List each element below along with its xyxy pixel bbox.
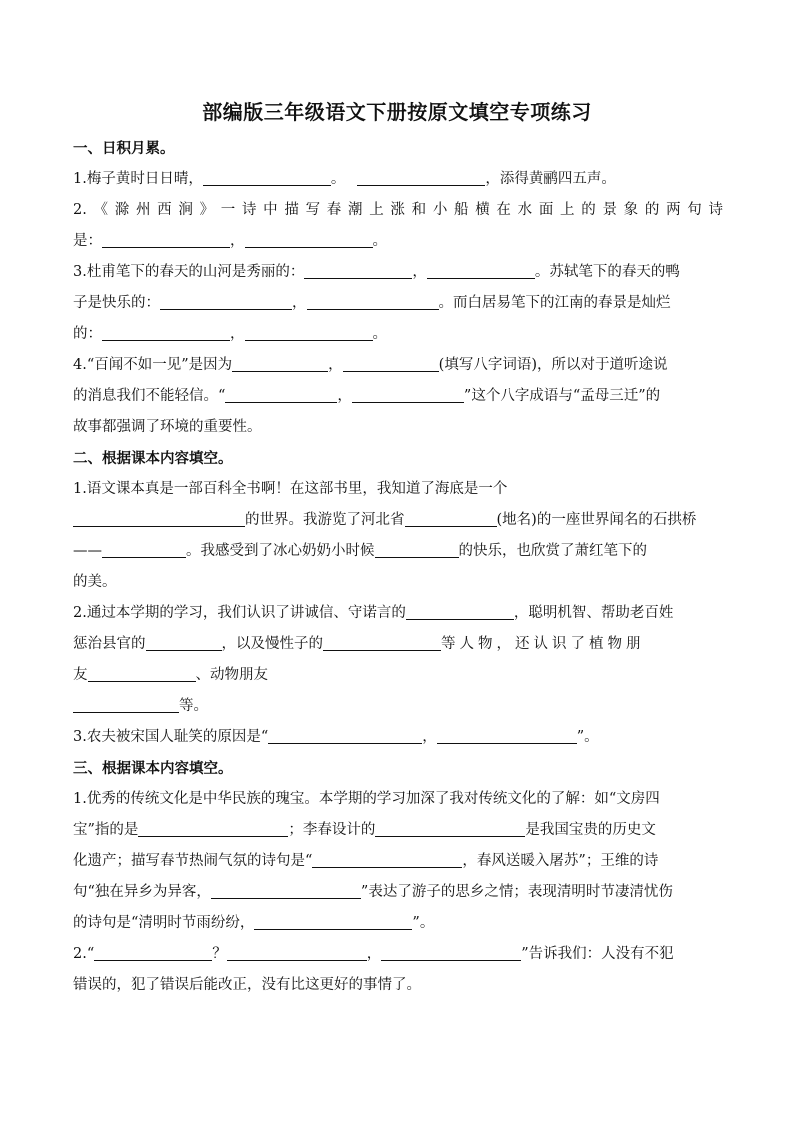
s3-q2-text-b: ？	[212, 946, 227, 962]
answer-blank[interactable]	[352, 384, 464, 403]
answer-blank[interactable]	[375, 818, 525, 837]
s2-q1-line-2	[73, 505, 723, 536]
s2-q2-line-1	[73, 598, 723, 629]
answer-blank[interactable]	[245, 229, 373, 248]
s2-q2-line-3	[73, 660, 723, 691]
s1-q4-text-e: ，	[337, 388, 352, 404]
s3-q1-text-h: 的诗句是“清明时节雨纷纷，	[73, 915, 255, 931]
s2-q1-text-a: 的世界。我游览了河北省	[245, 512, 405, 528]
s1-q4-text-f: ”这个八字成语与“孟母三迁”的	[463, 388, 661, 404]
section-1-heading: 一、日积月累。	[73, 140, 175, 157]
answer-blank[interactable]	[102, 322, 230, 341]
s2-q3-line	[73, 722, 723, 753]
answer-blank[interactable]	[343, 353, 439, 372]
s3-q1-text-c: 是我国宝贵的历史文	[525, 822, 656, 838]
answer-blank[interactable]	[245, 322, 373, 341]
s1-q1-line	[73, 164, 723, 195]
answer-blank[interactable]	[73, 508, 245, 527]
answer-blank[interactable]	[437, 725, 577, 744]
s3-q1-line-5	[73, 908, 723, 939]
s3-q1-line-1: 1.优秀的传统文化是中华民族的瑰宝。本学期的学习加深了我对传统文化的了解：如“文房四	[73, 791, 660, 807]
answer-blank[interactable]	[381, 942, 521, 961]
answer-blank[interactable]	[211, 880, 361, 899]
answer-blank[interactable]	[254, 911, 412, 930]
s3-q1-line-2	[73, 815, 723, 846]
s3-q1-line-4	[73, 877, 723, 908]
s3-q1-text-e: ，春风送暖入屠苏”；王维的诗	[462, 853, 659, 869]
s2-q2-text-b: ，聪明机智、帮助老百姓	[513, 605, 674, 621]
s1-q4-text-a: 4.“百闻不如一见”是因为	[73, 357, 233, 373]
page-title: 部编版三年级语文下册按原文填空专项练习	[202, 100, 592, 124]
s1-q4-text-c: (填写八字词语)，所以对于道听途说	[438, 357, 668, 373]
s2-q1-line-4: 的美。	[73, 574, 117, 590]
answer-blank[interactable]	[323, 632, 441, 651]
s1-q3-text-d: 子是快乐的：	[73, 295, 160, 311]
answer-blank[interactable]	[405, 508, 497, 527]
s2-q1-text-c: ——	[73, 543, 102, 559]
answer-blank[interactable]	[102, 539, 186, 558]
s1-q2-text-c: 。	[372, 233, 387, 249]
s2-q2-text-h: 等。	[179, 698, 208, 714]
s1-q1-text-c: ，添得黄鹂四五声。	[485, 171, 616, 187]
answer-blank[interactable]	[406, 601, 514, 620]
s1-q2-line-1: 2.《滁州西涧》一诗中描写春潮上涨和小船横在水面上的景象的两句诗	[73, 202, 723, 218]
section-3-heading: 三、根据课本内容填空。	[73, 760, 233, 777]
s2-q2-text-g: 、动物朋友	[195, 667, 268, 683]
s2-q2-text-e: 等人物，还认识了植物朋	[441, 636, 645, 652]
s1-q2-text-b: ，	[230, 233, 245, 249]
s3-q2-text-d: ”告诉我们：人没有不犯	[521, 946, 674, 962]
s2-q1-text-e: 的快乐，也欣赏了萧红笔下的	[458, 543, 647, 559]
s1-q3-text-e: ，	[292, 295, 307, 311]
answer-blank[interactable]	[357, 167, 485, 186]
s2-q2-text-d: ，以及慢性子的	[221, 636, 323, 652]
s3-q2-text-a: 2.“	[73, 946, 95, 962]
s3-q2-line-1	[73, 939, 723, 970]
s1-q2-text-a: 是：	[73, 233, 102, 249]
s1-q3-text-c: 。苏轼笔下的春天的鸭	[534, 264, 680, 280]
s3-q1-text-i: ”。	[412, 915, 435, 931]
answer-blank[interactable]	[268, 725, 422, 744]
s3-q1-text-b: ；李春设计的	[288, 822, 376, 838]
s1-q3-line-1	[73, 257, 723, 288]
s3-q1-text-g: ”表达了游子的思乡之情；表现清明时节凄清忧伤	[360, 884, 673, 900]
s2-q1-text-d: 。我感受到了冰心奶奶小时候	[186, 543, 375, 559]
s1-q3-text-i: 。	[372, 326, 387, 342]
s2-q1-line-1: 1.语文课本真是一部百科全书啊！在这部书里，我知道了海底是一个	[73, 481, 508, 497]
s3-q2-line-2: 错误的，犯了错误后能改正，没有比这更好的事情了。	[73, 977, 421, 993]
s2-q2-line-2	[73, 629, 723, 660]
s1-q1-text-a: 1.梅子黄时日日晴，	[73, 171, 203, 187]
answer-blank[interactable]	[427, 260, 535, 279]
s2-q3-text-c: ”。	[576, 729, 599, 745]
answer-blank[interactable]	[304, 260, 412, 279]
s2-q1-line-3	[73, 536, 723, 567]
s2-q3-text-a: 3.农夫被宋国人耻笑的原因是“	[73, 729, 269, 745]
s3-q1-text-d: 化遗产；描写春节热闹气氛的诗句是“	[73, 853, 313, 869]
answer-blank[interactable]	[73, 694, 179, 713]
s2-q2-line-4	[73, 691, 723, 722]
s1-q3-text-g: 的：	[73, 326, 102, 342]
s2-q2-text-c: 惩治县官的	[73, 636, 146, 652]
s1-q4-text-b: ，	[328, 357, 343, 373]
answer-blank[interactable]	[203, 167, 331, 186]
worksheet-content	[73, 133, 723, 1001]
answer-blank[interactable]	[225, 384, 337, 403]
s1-q4-line-3: 故事都强调了环境的重要性。	[73, 419, 262, 435]
answer-blank[interactable]	[307, 291, 439, 310]
s2-q1-text-b: (地名)的一座世界闻名的石拱桥	[496, 512, 697, 528]
s2-q2-text-f: 友	[73, 667, 88, 683]
answer-blank[interactable]	[146, 632, 222, 651]
s1-q3-line-3	[73, 319, 723, 350]
section-2-heading: 二、根据课本内容填空。	[73, 450, 233, 467]
answer-blank[interactable]	[375, 539, 459, 558]
s1-q3-text-a: 3.杜甫笔下的春天的山河是秀丽的：	[73, 264, 305, 280]
s3-q2-text-c: ，	[366, 946, 382, 962]
answer-blank[interactable]	[138, 818, 288, 837]
answer-blank[interactable]	[312, 849, 462, 868]
s1-q4-line-2	[73, 381, 723, 412]
answer-blank[interactable]	[227, 942, 367, 961]
s3-q1-text-f: 句“独在异乡为异客，	[73, 884, 211, 900]
s1-q1-text-b: 。	[330, 171, 346, 187]
s1-q3-text-b: ，	[412, 264, 427, 280]
s1-q4-text-d: 的消息我们不能轻信。“	[73, 388, 226, 404]
s2-q2-text-a: 2.通过本学期的学习，我们认识了讲诚信、守诺言的	[73, 605, 406, 621]
s3-q1-text-a: 宝”指的是	[73, 822, 139, 838]
s1-q3-text-f: 。而白居易笔下的江南的春景是灿烂	[438, 295, 671, 311]
s1-q2-line-2	[73, 226, 723, 257]
s1-q4-line-1	[73, 350, 723, 381]
s3-q1-line-3	[73, 846, 723, 877]
answer-blank[interactable]	[232, 353, 328, 372]
s1-q3-line-2	[73, 288, 723, 319]
answer-blank[interactable]	[88, 663, 196, 682]
s2-q3-text-b: ，	[422, 729, 437, 745]
answer-blank[interactable]	[102, 229, 230, 248]
answer-blank[interactable]	[94, 942, 212, 961]
answer-blank[interactable]	[160, 291, 292, 310]
s1-q3-text-h: ，	[230, 326, 245, 342]
